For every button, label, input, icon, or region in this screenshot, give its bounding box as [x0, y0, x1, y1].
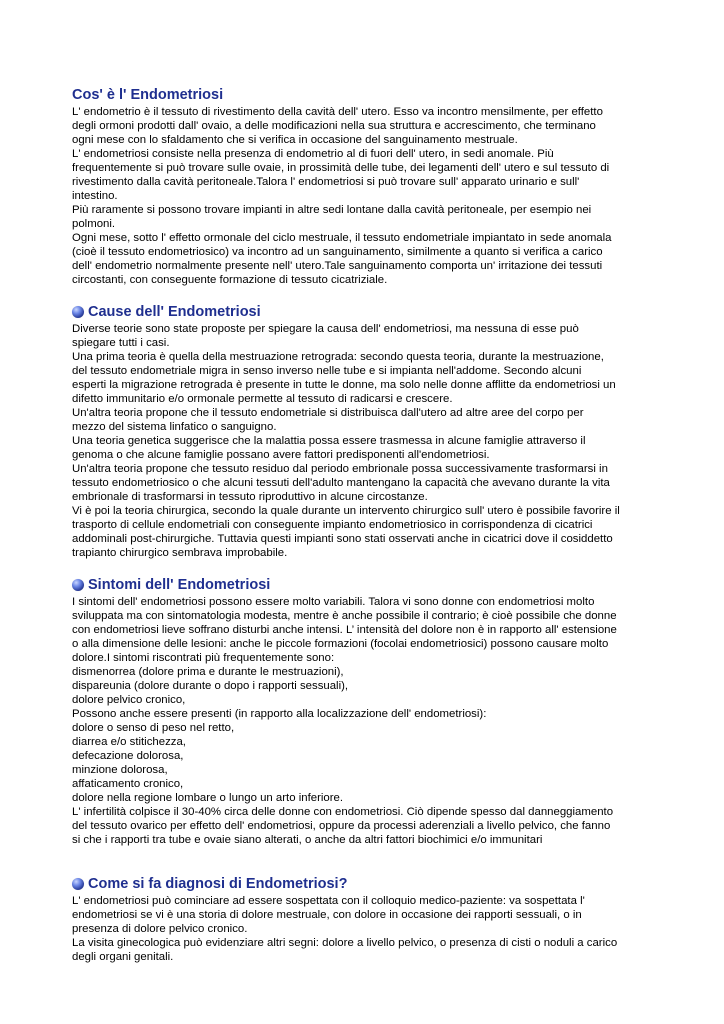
body-line: endometriosi se vi è una storia di dolore mestruale, con dolore in occasione dei rapporti sessuali, o in [72, 909, 582, 921]
body-line: del tessuto endometriale migra in senso inverso nelle tube e si impianta nell'addome. Secondo alcuni [72, 365, 582, 377]
body-line: Un'altra teoria propone che il tessuto endometriale si distribuisca dall'utero ad altre aree del corpo per [72, 407, 584, 419]
body-line: circostanti, con conseguente formazione di tessuto cicatriziale. [72, 274, 388, 286]
body-line: dell' endometrio normalmente presente nell' utero.Tale sanguinamento comporta un' irritazione dei tessuti [72, 260, 603, 272]
body-line: I sintomi dell' endometriosi possono essere molto variabili. Talora vi sono donne con endometriosi molto [72, 596, 595, 608]
body-line: degli ormoni prodotti dall' ovaio, a delle modificazioni nella sua struttura e accrescimento, che terminano [72, 120, 596, 132]
body-line: Possono anche essere presenti (in rapporto alla localizzazione dell' endometriosi): [72, 708, 487, 720]
body-line: dismenorrea (dolore prima e durante le mestruazioni), [72, 666, 344, 678]
body-line: Più raramente si possono trovare impianti in altre sedi lontane dalla cavità peritoneale, per esempio nei [72, 204, 592, 216]
body-line: polmoni. [72, 218, 116, 230]
body-line: La visita ginecologica può evidenziare altri segni: dolore a livello pelvico, o presenza di cisti o noduli a carico [72, 937, 618, 949]
body-line: con endometriosi lieve soffrano disturbi anche intensi. L’ intensità del dolore non è in rapporto all' estensione [72, 624, 617, 636]
body-line: (cioè il tessuto endometriosico) va incontro ad un sanguinamento, similmente a quanto si verifica a carico [72, 246, 603, 258]
section-diagnosis [72, 875, 662, 964]
body-line: Vi è poi la teoria chirurgica, secondo la quale durante un intervento chirurgico sull' utero è possibile favorire il [72, 505, 620, 517]
body-line: L' infertilità colpisce il 30-40% circa delle donne con endometriosi. Ciò dipende spesso dal danneggiamento [72, 806, 614, 818]
section-title: Sintomi dell' Endometriosi [88, 577, 271, 593]
section-heading [72, 86, 662, 104]
body-line: dispareunia (dolore durante o dopo i rapporti sessuali), [72, 680, 349, 692]
body-line: minzione dolorosa, [72, 764, 168, 776]
body-line: diarrea e/o stitichezza, [72, 736, 186, 748]
body-line: spiegare tutti i casi. [72, 337, 170, 349]
section-body [72, 322, 662, 560]
body-line: esperti la migrazione retrograda è presente in tutte le donne, ma solo nelle donne afflitte da endometriosi un [72, 379, 616, 391]
body-line: tessuto endometriosico o che alcuni tessuti dell'adulto mantengano la capacità che avevano durante la vita [72, 477, 610, 489]
body-line: genoma o che alcune famiglie possano avere fattori predisponenti all'endometriosi. [72, 449, 490, 461]
body-line: L' endometriosi può cominciare ad essere sospettata con il colloquio medico-paziente: va sospettata l' [72, 895, 585, 907]
body-line: Ogni mese, sotto l' effetto ormonale del ciclo mestruale, il tessuto endometriale impiantato in sede anomala [72, 232, 612, 244]
body-line: rivestimento dalla cavità peritoneale.Talora l' endometriosi si può trovare sull' apparato urinario e sull' [72, 176, 580, 188]
section-symptoms [72, 576, 662, 847]
body-line: sviluppata ma con sintomatologia modesta, mentre è anche possibile il contrario; è cioè possibile che donne [72, 610, 617, 622]
blue-sphere-bullet-icon [72, 306, 84, 318]
body-line: del tessuto ovarico per effetto dell' endometriosi, oppure da processi aderenziali a livello pelvico, che fanno [72, 820, 611, 832]
section-what-is [72, 86, 662, 287]
section-heading [72, 875, 662, 893]
section-title: Cause dell' Endometriosi [88, 304, 261, 320]
section-body [72, 105, 662, 287]
body-line: defecazione dolorosa, [72, 750, 184, 762]
body-line: Un'altra teoria propone che tessuto residuo dal periodo embrionale possa successivamente trasformarsi in [72, 463, 608, 475]
body-line: addominali post-chirurgiche. Tuttavia questi impianti sono stati osservati anche in cicatrici dove il cosiddetto [72, 533, 613, 545]
body-line: difetto immunitario e/o ormonale permette al tessuto di radicarsi e crescere. [72, 393, 453, 405]
body-line: trasporto di cellule endometriali con conseguente impianto endometriosico in corrispondenza di cicatrici [72, 519, 593, 531]
section-body [72, 894, 662, 964]
section-heading [72, 576, 662, 594]
body-line: Diverse teorie sono state proposte per spiegare la causa dell' endometriosi, ma nessuna di esse può [72, 323, 579, 335]
section-title: Cos' è l' Endometriosi [72, 87, 224, 103]
body-line: frequentemente si può trovare sulle ovaie, in prossimità delle tube, dei legamenti dell' utero e sul tessuto di [72, 162, 610, 174]
body-line: dolore o senso di peso nel retto, [72, 722, 235, 734]
blue-sphere-bullet-icon [72, 878, 84, 890]
section-heading [72, 303, 662, 321]
body-line: ogni mese con lo sfaldamento che si verifica in occasione del sanguinamento mestruale. [72, 134, 518, 146]
body-line: o alla dimensione delle lesioni: anche le piccole formazioni (focolai endometriosici) possono causare molto [72, 638, 609, 650]
body-line: embrionale di trasformarsi in tessuto riproduttivo in alcune circostanze. [72, 491, 428, 503]
body-line: dolore nella regione lombare o lungo un arto inferiore. [72, 792, 344, 804]
section-causes [72, 303, 662, 560]
body-line: presenza di dolore pelvico cronico. [72, 923, 248, 935]
body-line: trapianto chirurgico sembrava improbabile. [72, 547, 288, 559]
body-line: dolore pelvico cronico, [72, 694, 186, 706]
body-line: degli organi genitali. [72, 951, 174, 963]
body-line: mezzo del sistema linfatico o sanguigno. [72, 421, 277, 433]
body-line: Una prima teoria è quella della mestruazione retrograda: secondo questa teoria, durante la mestruazione, [72, 351, 604, 363]
body-line: intestino. [72, 190, 118, 202]
body-line: L' endometriosi consiste nella presenza di endometrio al di fuori dell' utero, in sedi anomale. Più [72, 148, 554, 160]
body-line: Una teoria genetica suggerisce che la malattia possa essere trasmessa in alcune famiglie attraverso il [72, 435, 586, 447]
body-line: si che i rapporti tra tube e ovaie siano alterati, o anche da altri fattori biochimici e/o immunitari [72, 834, 543, 846]
body-line: dolore.I sintomi riscontrati più frequentemente sono: [72, 652, 335, 664]
blue-sphere-bullet-icon [72, 579, 84, 591]
section-body [72, 595, 662, 847]
body-line: affaticamento cronico, [72, 778, 184, 790]
document-page [72, 86, 662, 980]
section-title: Come si fa diagnosi di Endometriosi? [88, 876, 348, 892]
body-line: L' endometrio è il tessuto di rivestimento della cavità dell' utero. Esso va incontro mensilmente, per effetto [72, 106, 603, 118]
